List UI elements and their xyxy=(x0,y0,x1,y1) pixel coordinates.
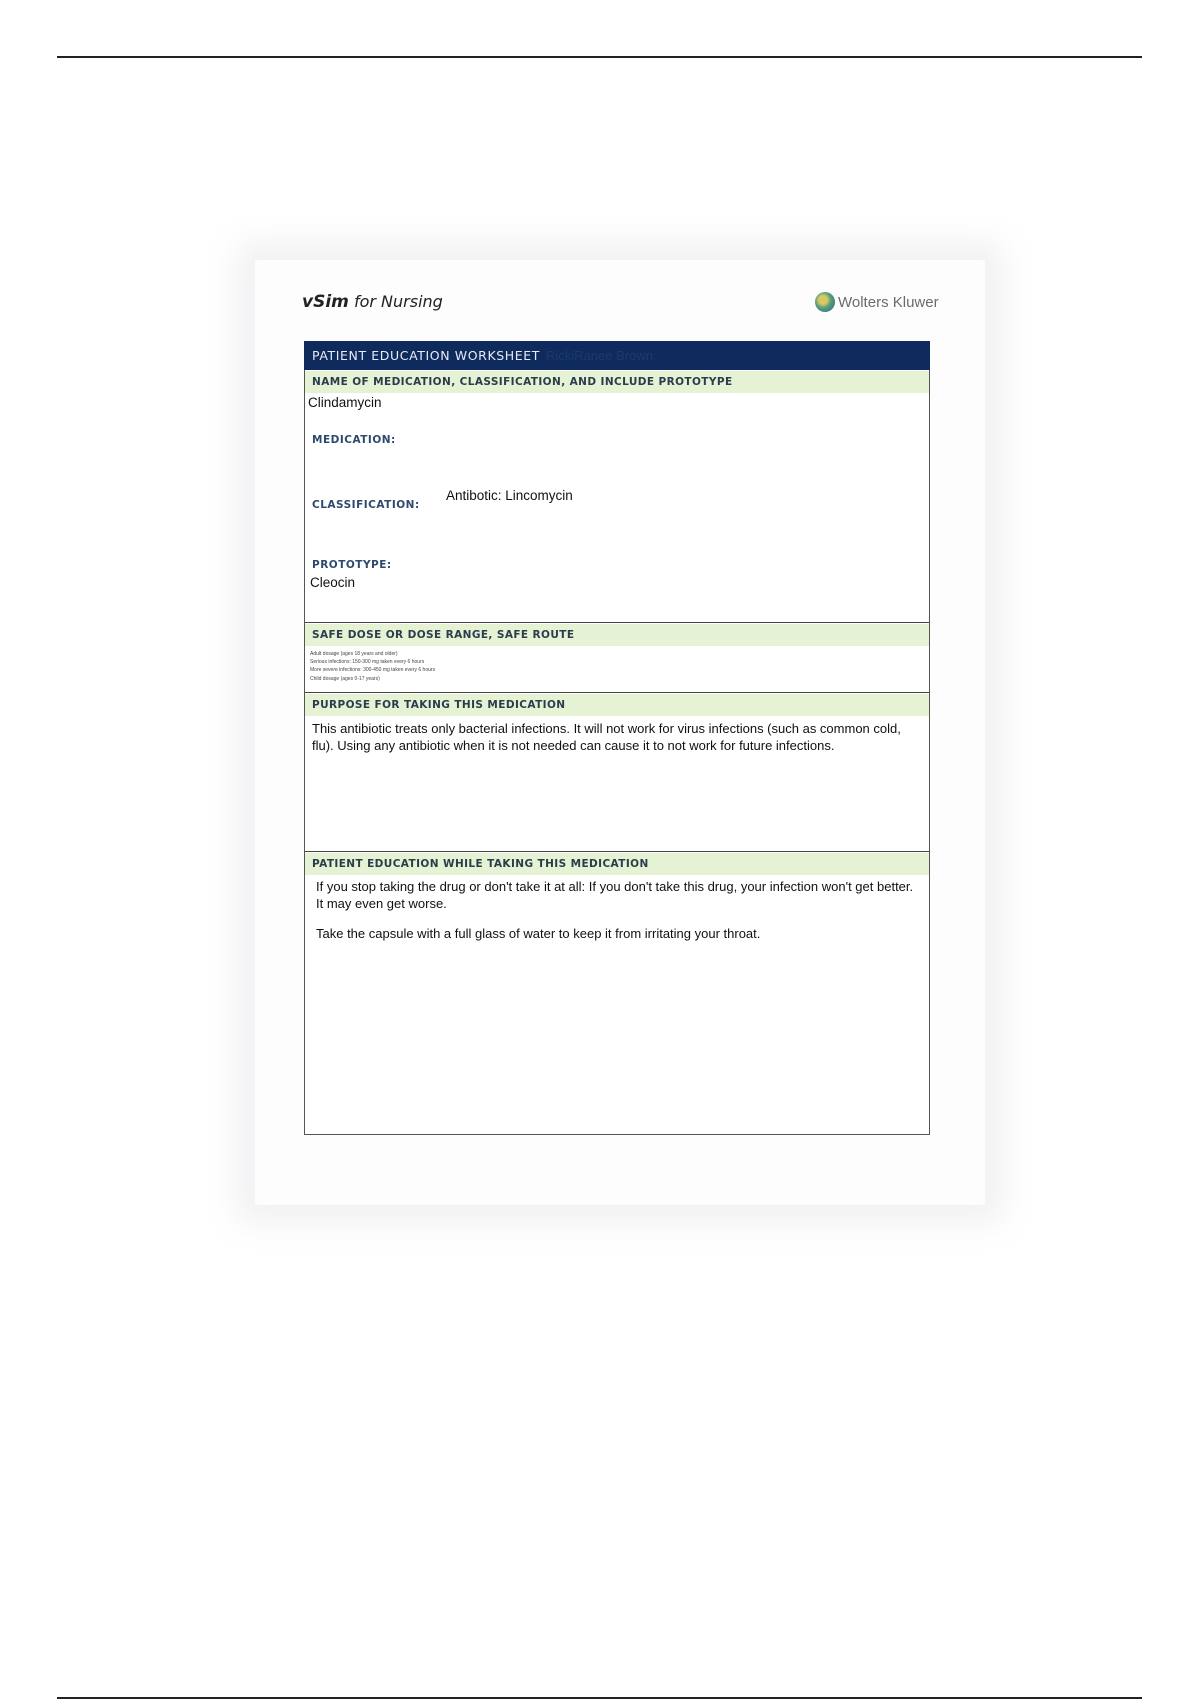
purpose-text: This antibiotic treats only bacterial infections. It will not work for virus infections (such as common cold, flu). Using any antibiotic when it is not needed can cause it to not work for future infections. xyxy=(312,721,901,753)
logo-wolters-kluwer-text: Wolters Kluwer xyxy=(838,293,939,311)
classification-label: CLASSIFICATION: xyxy=(312,499,420,511)
prototype-value: Cleocin xyxy=(310,575,356,590)
section-divider xyxy=(305,622,929,623)
logo-vsim-text: vSim xyxy=(302,292,349,312)
worksheet-title: PATIENT EDUCATION WORKSHEET xyxy=(312,348,541,363)
dose-line: Serious infections: 150-300 mg taken every 6 hours xyxy=(310,659,425,665)
prototype-label: PROTOTYPE: xyxy=(312,559,392,571)
section-heading-purpose: PURPOSE FOR TAKING THIS MEDICATION xyxy=(305,694,929,716)
page-top-rule xyxy=(57,56,1142,58)
classification-value: Antibotic: Lincomycin xyxy=(446,488,573,503)
education-text-capsule: Take the capsule with a full glass of water to keep it from irritating your throat. xyxy=(316,926,761,941)
vsim-logo xyxy=(302,292,443,312)
dose-line: Child dosage (ages 0-17 years) xyxy=(310,676,380,682)
dose-line: Adult dosage (ages 18 years and older) xyxy=(310,651,398,657)
logo-for-nursing-text: for Nursing xyxy=(348,292,443,311)
wolters-kluwer-logo xyxy=(815,292,939,312)
section-divider xyxy=(305,692,929,693)
section-heading-education: PATIENT EDUCATION WHILE TAKING THIS MEDICATION xyxy=(305,853,929,875)
dose-line: More severe infections: 300-450 mg taken every 6 hours xyxy=(310,667,436,673)
medication-name-value: Clindamycin xyxy=(308,395,382,410)
education-text-stop: If you stop taking the drug or don't take it at all: If you don't take this drug, your infection won't get better. It may even get worse. xyxy=(316,879,914,911)
section-heading-medication: NAME OF MEDICATION, CLASSIFICATION, AND INCLUDE PROTOTYPE xyxy=(305,371,929,393)
section-heading-dose: SAFE DOSE OR DOSE RANGE, SAFE ROUTE xyxy=(305,624,929,646)
page-bottom-rule xyxy=(57,1697,1142,1699)
worksheet-title-bar xyxy=(304,341,930,370)
student-name: RickiRanee Brown xyxy=(546,348,653,363)
globe-icon xyxy=(815,292,835,312)
section-divider xyxy=(305,851,929,852)
medication-label: MEDICATION: xyxy=(312,434,396,446)
